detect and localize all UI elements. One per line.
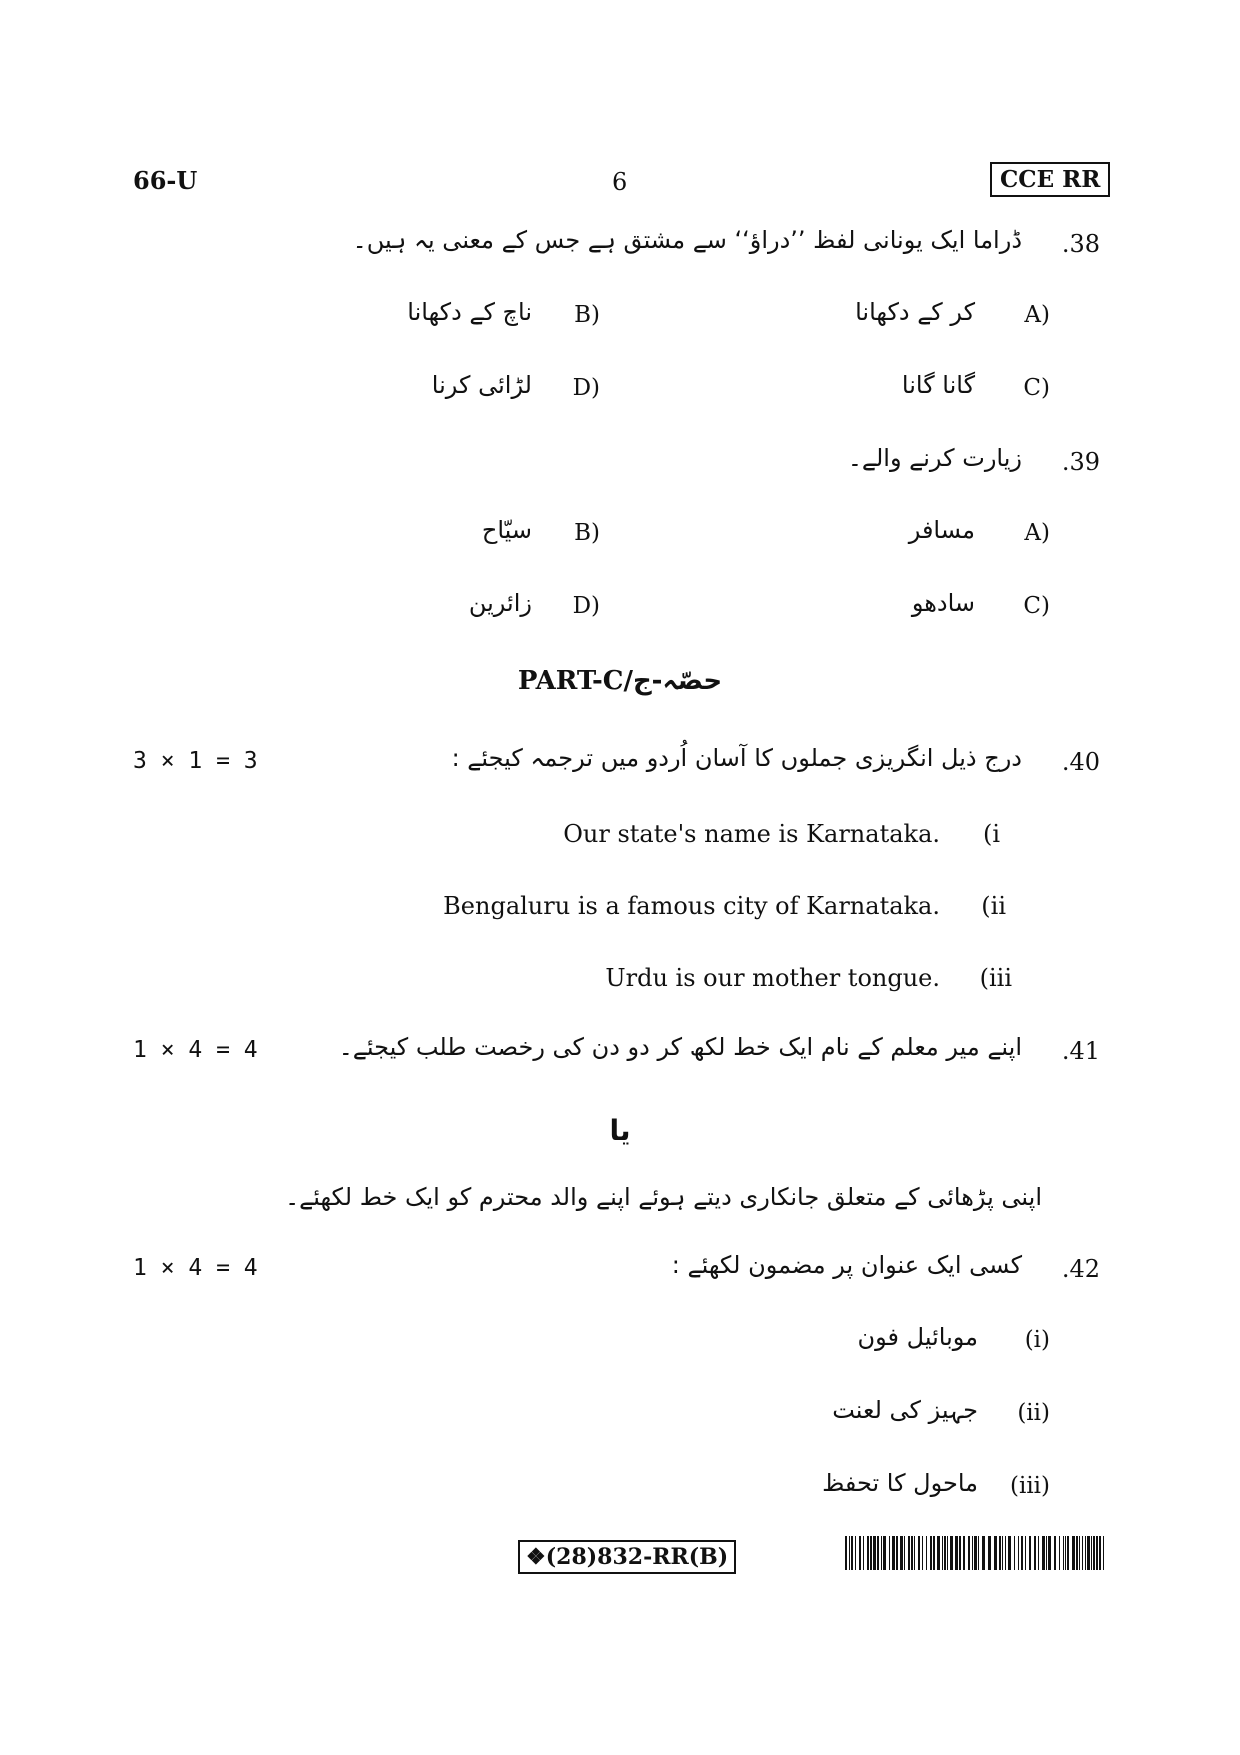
q38-option-b-label: B) — [574, 302, 600, 328]
barcode-bar — [1025, 1536, 1026, 1570]
q40-item-1-text: Our state's name is Karnataka. — [563, 820, 940, 848]
barcode-bar — [978, 1536, 979, 1570]
q38-text: ڈراما ایک یونانی لفظ ’’دراؤ‘‘ سے مشتق ہے جس کے معنی یہ ہیں۔ — [352, 226, 1022, 254]
q42-item-1-text: موبائیل فون — [857, 1323, 978, 1351]
part-c-english: PART-C — [517, 666, 624, 696]
barcode-bar — [1038, 1536, 1039, 1570]
barcode-bar — [911, 1536, 913, 1570]
q38-option-d-label: D) — [572, 375, 600, 401]
barcode-bar — [1054, 1536, 1056, 1570]
barcode-bar — [1065, 1536, 1066, 1570]
q42-item-3-label: (iii) — [1009, 1473, 1050, 1499]
barcode-bar — [873, 1536, 876, 1570]
q39-option-d-text: زائرین — [468, 589, 532, 617]
barcode-bar — [944, 1536, 946, 1570]
q39-option-a-label: A) — [1024, 520, 1050, 546]
barcode-bar — [900, 1536, 903, 1570]
barcode-bar — [933, 1536, 935, 1570]
part-c-heading — [0, 666, 1240, 696]
barcode-bar — [1046, 1536, 1047, 1570]
barcode-bar — [889, 1536, 890, 1570]
q39-option-c-text: سادھو — [911, 589, 975, 617]
barcode-bar — [1099, 1536, 1101, 1570]
barcode-bar — [972, 1536, 973, 1570]
barcode-bar — [883, 1536, 886, 1570]
q42-text: کسی ایک عنوان پر مضمون لکھئے : — [671, 1251, 1022, 1279]
barcode-bar — [1067, 1536, 1069, 1570]
barcode-bar — [968, 1536, 970, 1570]
barcode-bar — [904, 1536, 905, 1570]
q41-text: اپنے میر معلم کے نام ایک خط لکھ کر دو دن کی رخصت طلب کیجئے۔ — [338, 1033, 1022, 1061]
q42-marks: 1 × 4 = 4 — [133, 1255, 258, 1281]
barcode-bar — [1029, 1536, 1031, 1570]
q40-item-2-label: (ii — [981, 892, 1006, 920]
barcode-bar — [867, 1536, 869, 1570]
q40-item-1-label: (i — [982, 820, 1000, 848]
q39-option-b-label: B) — [574, 520, 600, 546]
barcode-bar — [994, 1536, 997, 1570]
barcode-bar — [1008, 1536, 1011, 1570]
barcode-bar — [1002, 1536, 1003, 1570]
barcode-bar — [1034, 1536, 1036, 1570]
q41-or: یا — [609, 1114, 631, 1147]
q38-option-c-text: گانا گانا — [901, 371, 975, 399]
q41-marks: 1 × 4 = 4 — [133, 1037, 258, 1063]
q41-number: .41 — [1061, 1037, 1100, 1065]
barcode-bar — [955, 1536, 958, 1570]
q40-item-2-text: Bengaluru is a famous city of Karnataka. — [443, 892, 940, 920]
barcode-bar — [1014, 1536, 1015, 1570]
q38-option-a-label: A) — [1024, 302, 1050, 328]
barcode-bar — [1082, 1536, 1083, 1570]
barcode-bar — [1063, 1536, 1064, 1570]
q38-option-a-text: کر کے دکھانا — [855, 298, 975, 326]
q39-option-b-text: سیّاح — [481, 516, 532, 544]
barcode-bar — [988, 1536, 991, 1570]
q41-alt-text: اپنی پڑھائی کے متعلق جانکاری دیتے ہوئے اپنے والد محترم کو ایک خط لکھئے۔ — [285, 1183, 1042, 1211]
q42-item-1-label: (i) — [1024, 1327, 1050, 1353]
barcode-bar — [881, 1536, 882, 1570]
barcode-icon — [845, 1536, 1107, 1570]
barcode-bar — [1096, 1536, 1098, 1570]
q38-option-c-label: C) — [1023, 375, 1050, 401]
barcode-bar — [1085, 1536, 1086, 1570]
q40-marks: 3 × 1 = 3 — [133, 748, 258, 774]
page-number: 6 — [612, 168, 628, 196]
q39-text: زیارت کرنے والے۔ — [847, 444, 1022, 472]
barcode-bar — [863, 1536, 864, 1570]
barcode-bar — [1059, 1536, 1060, 1570]
barcode-bar — [1005, 1536, 1006, 1570]
q38-option-d-text: لڑائی کرنا — [431, 371, 532, 399]
barcode-bar — [930, 1536, 932, 1570]
q38-option-b-text: ناچ کے دکھانا — [407, 298, 532, 326]
footer-code-box: ❖(28)832-RR(B) — [518, 1540, 736, 1574]
barcode-bar — [845, 1536, 847, 1570]
q40-item-3-text: Urdu is our mother tongue. — [605, 964, 940, 992]
barcode-bar — [877, 1536, 879, 1570]
barcode-bar — [1021, 1536, 1023, 1570]
barcode-bar — [1091, 1536, 1092, 1570]
barcode-bar — [1103, 1536, 1104, 1570]
barcode-bar — [950, 1536, 953, 1570]
barcode-bar — [999, 1536, 1001, 1570]
barcode-bar — [918, 1536, 920, 1570]
paper-code: 66-U — [133, 166, 198, 195]
q40-text: درج ذیل انگریزی جملوں کا آسان اُردو میں ترجمہ کیجئے : — [451, 744, 1022, 772]
q39-option-c-label: C) — [1023, 593, 1050, 619]
barcode-bar — [896, 1536, 898, 1570]
barcode-bar — [849, 1536, 850, 1570]
barcode-bar — [914, 1536, 915, 1570]
barcode-bar — [959, 1536, 961, 1570]
barcode-bar — [937, 1536, 940, 1570]
q42-item-3-text: ماحول کا تحفظ — [822, 1469, 978, 1497]
q38-number: .38 — [1061, 230, 1100, 258]
barcode-bar — [1076, 1536, 1078, 1570]
q42-item-2-label: (ii) — [1017, 1400, 1050, 1426]
q42-number: .42 — [1061, 1255, 1100, 1283]
barcode-bar — [922, 1536, 923, 1570]
q39-option-d-label: D) — [572, 593, 600, 619]
q39-number: .39 — [1061, 448, 1100, 476]
barcode-bar — [1018, 1536, 1019, 1570]
barcode-bar — [892, 1536, 895, 1570]
barcode-bar — [1093, 1536, 1095, 1570]
barcode-bar — [926, 1536, 927, 1570]
barcode-bar — [855, 1536, 856, 1570]
barcode-bar — [908, 1536, 910, 1570]
q40-item-3-label: (iii — [979, 964, 1012, 992]
barcode-bar — [859, 1536, 861, 1570]
barcode-bar — [982, 1536, 985, 1570]
barcode-bar — [1042, 1536, 1045, 1570]
barcode-bar — [942, 1536, 943, 1570]
q40-number: .40 — [1061, 748, 1100, 776]
part-c-slash: / — [623, 666, 633, 696]
q39-option-a-text: مسافر — [908, 516, 975, 544]
barcode-bar — [851, 1536, 853, 1570]
barcode-bar — [963, 1536, 965, 1570]
barcode-bar — [947, 1536, 948, 1570]
barcode-bar — [1079, 1536, 1080, 1570]
barcode-bar — [1087, 1536, 1090, 1570]
exam-code-box: CCE RR — [990, 162, 1110, 197]
barcode-bar — [870, 1536, 872, 1570]
barcode-bar — [974, 1536, 977, 1570]
q42-item-2-text: جہیز کی لعنت — [832, 1396, 978, 1424]
barcode-bar — [1072, 1536, 1075, 1570]
part-c-urdu: حصّہ-ج — [632, 666, 723, 696]
barcode-bar — [1048, 1536, 1051, 1570]
